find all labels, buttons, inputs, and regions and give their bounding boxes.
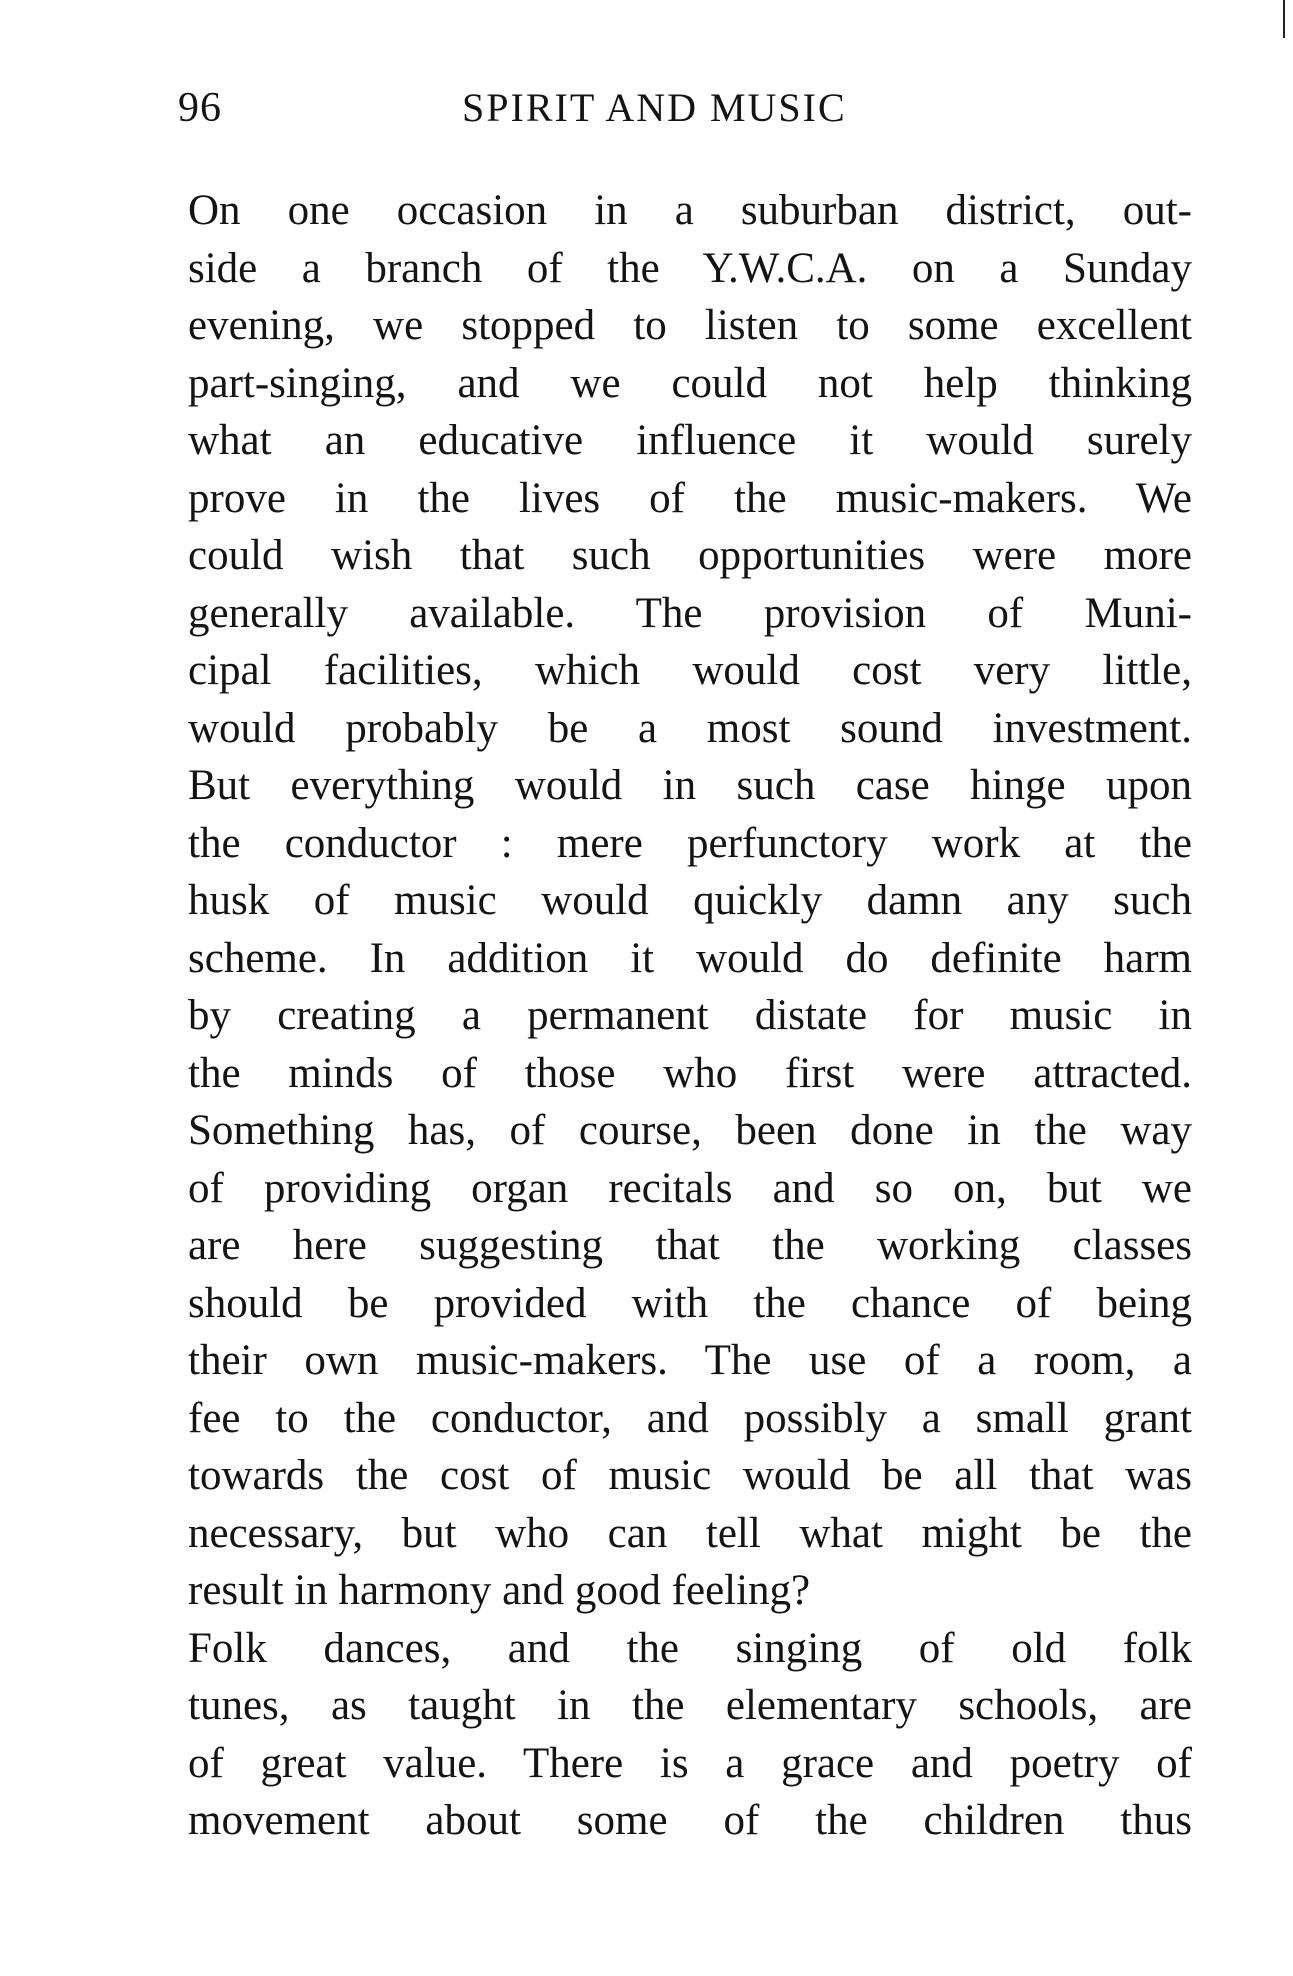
text-line: On one occasion in a suburban district, out- [188, 187, 1192, 234]
text-line: the conductor : mere perfunctory work at the [188, 819, 1192, 867]
text-line: Something has, of course, been done in the way [188, 1107, 1192, 1154]
text-line: part-singing, and we could not help thinking [188, 359, 1192, 407]
text-line: should be provided with the chance of being [188, 1279, 1192, 1327]
text-line: husk of music would quickly damn any such [188, 877, 1192, 924]
text-line: of great value. There is a grace and poetry of [188, 1739, 1192, 1787]
scan-edge-mark [1283, 0, 1285, 38]
text-line: by creating a permanent distate for music in [188, 992, 1192, 1039]
running-title: SPIRIT AND MUSIC [462, 85, 847, 130]
text-line: towards the cost of music would be all that was [188, 1452, 1192, 1499]
text-line: the minds of those who first were attracted. [188, 1049, 1192, 1097]
text-line: necessary, but who can tell what might be the [188, 1509, 1192, 1557]
text-line: what an educative influence it would surely [188, 417, 1192, 464]
body-text [188, 182, 1192, 1850]
text-line: scheme. In addition it would do definite harm [188, 934, 1192, 982]
text-line: would probably be a most sound investment. [188, 704, 1192, 752]
text-line: prove in the lives of the music-makers. We [188, 474, 1192, 522]
text-line: could wish that such opportunities were more [188, 532, 1192, 579]
text-line: tunes, as taught in the elementary schools, are [188, 1682, 1192, 1729]
text-line: evening, we stopped to listen to some excellent [188, 302, 1192, 349]
running-head [178, 78, 1188, 138]
text-line: result in harmony and good feeling? [188, 1567, 811, 1614]
text-line: generally available. The provision of Muni- [188, 589, 1192, 637]
text-line: their own music-makers. The use of a room, a [188, 1337, 1192, 1384]
text-line: side a branch of the Y.W.C.A. on a Sunday [188, 244, 1192, 292]
text-line: movement about some of the children thus [188, 1797, 1192, 1844]
text-line: of providing organ recitals and so on, but we [188, 1164, 1192, 1212]
text-line: But everything would in such case hinge upon [188, 762, 1192, 809]
text-line: cipal facilities, which would cost very little, [188, 647, 1192, 694]
text-line: fee to the conductor, and possibly a small grant [188, 1394, 1192, 1442]
text-line: are here suggesting that the working classes [188, 1222, 1192, 1269]
text-line: Folk dances, and the singing of old folk [188, 1624, 1192, 1672]
page-number: 96 [178, 85, 222, 131]
